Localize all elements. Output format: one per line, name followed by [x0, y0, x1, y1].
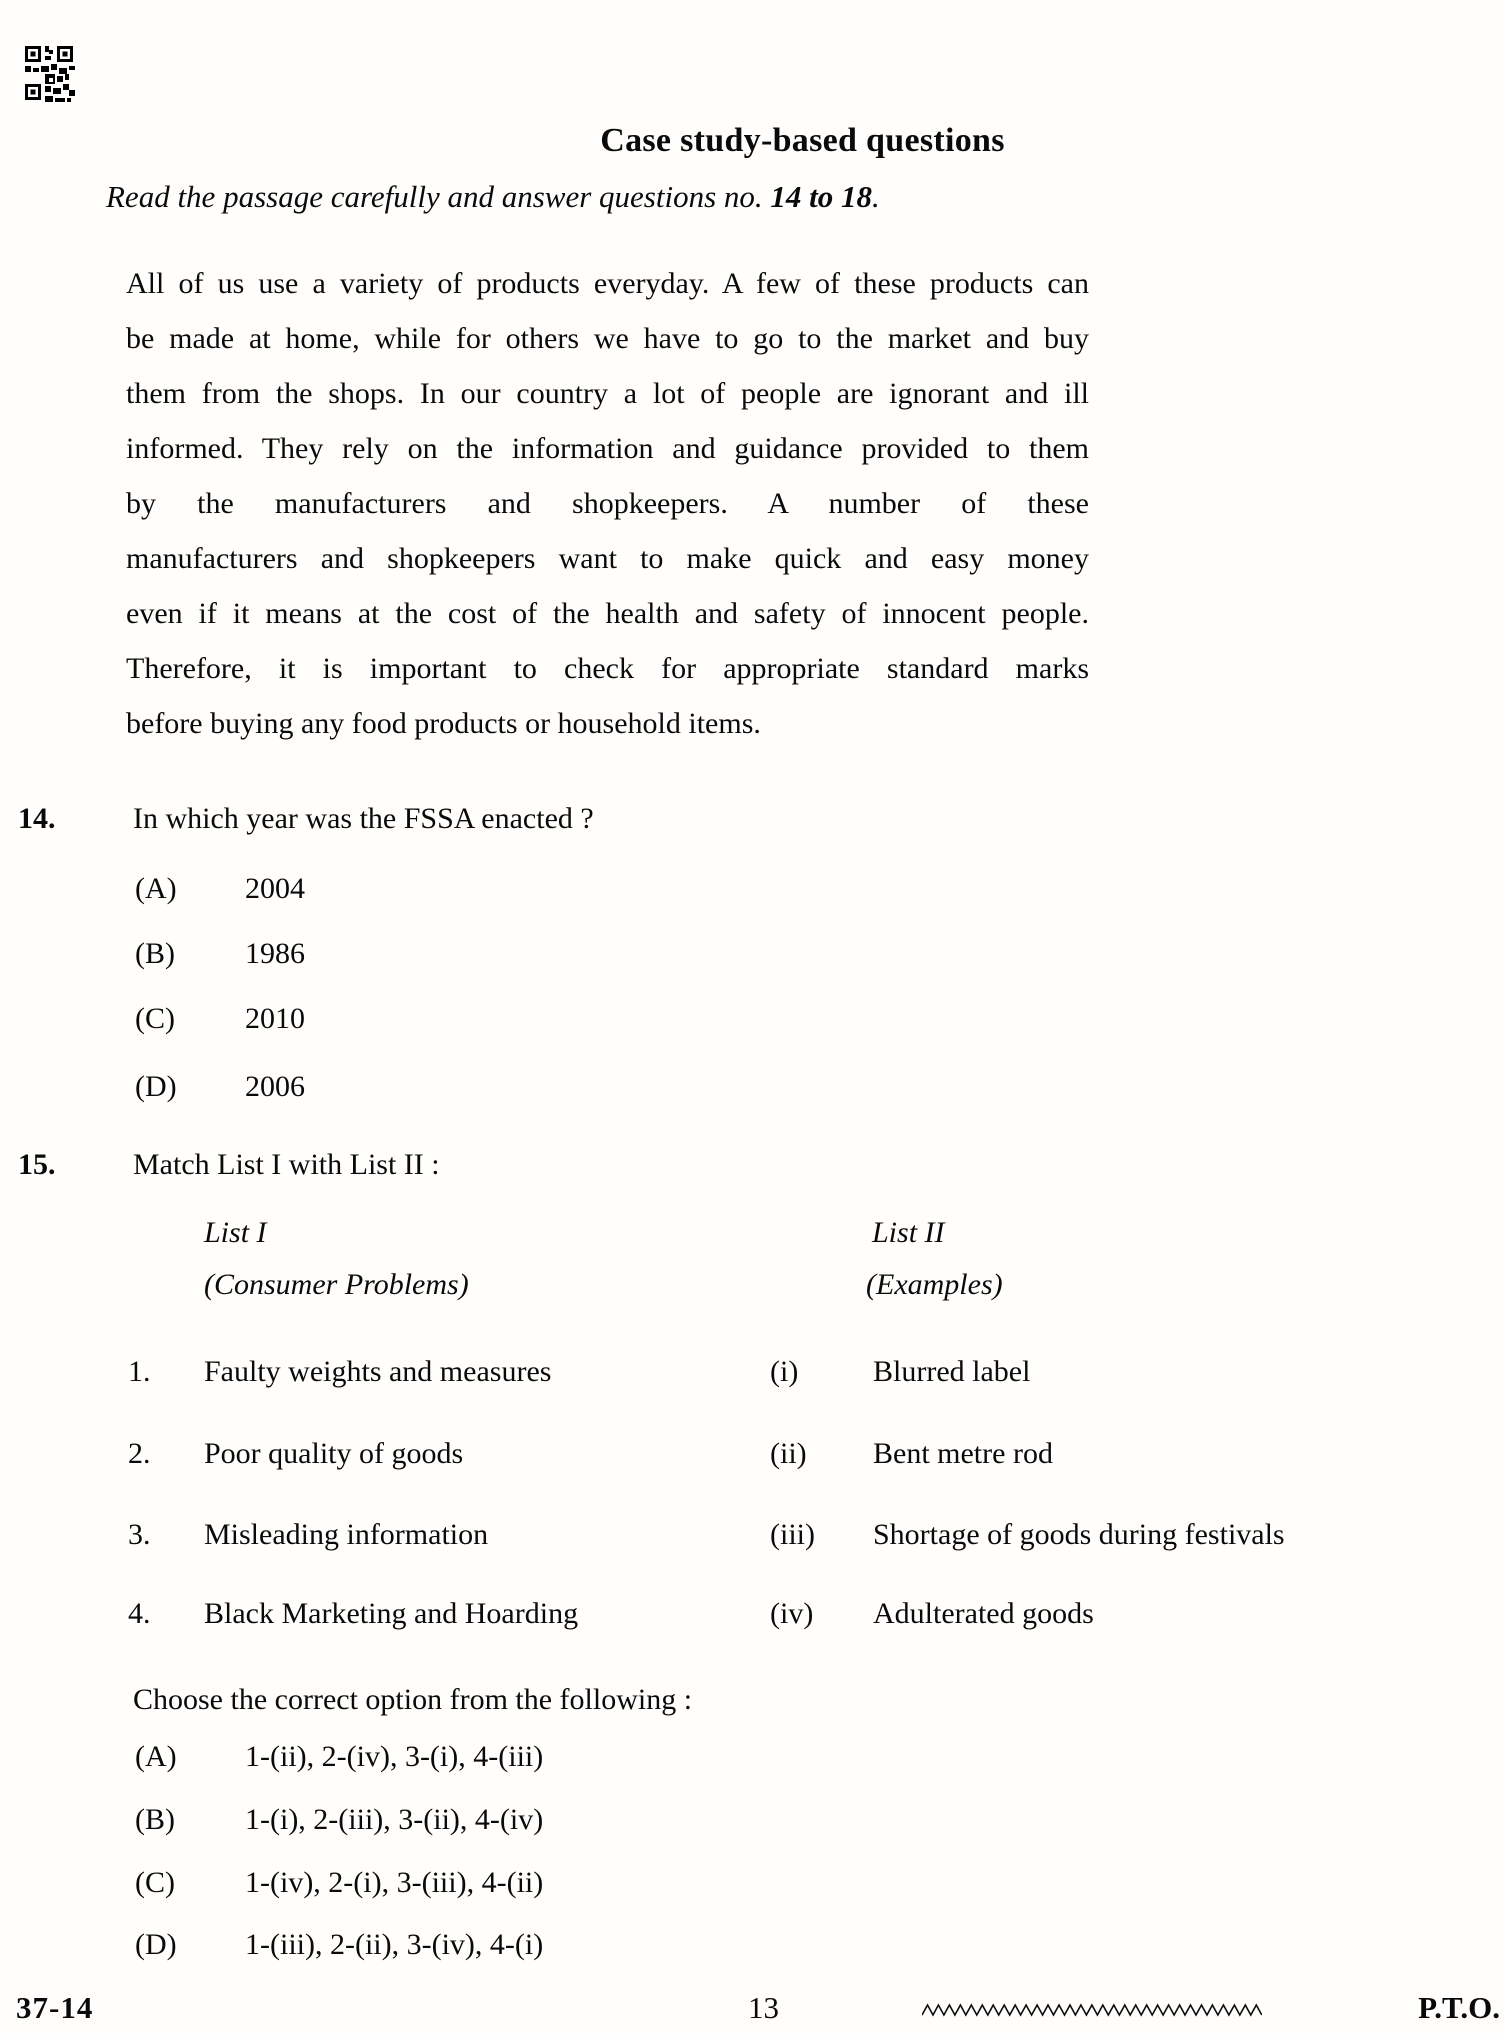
instruction-line	[106, 179, 880, 215]
page-number: 13	[748, 1990, 779, 2025]
match-row-1	[0, 1355, 1505, 1401]
section-title: Case study-based questions	[600, 122, 1005, 159]
option-label: (D)	[135, 1070, 177, 1103]
match-roman-label: (ii)	[770, 1437, 807, 1470]
question-15-number: 15.	[18, 1148, 56, 1181]
consumer-problem: Poor quality of goods	[204, 1437, 464, 1470]
option-label: (B)	[135, 937, 175, 970]
match-roman-label: (iv)	[770, 1597, 814, 1630]
match-row-number: 1.	[128, 1355, 151, 1388]
example-text: Bent metre rod	[873, 1437, 1053, 1470]
question-14	[0, 802, 1505, 848]
option-label: (C)	[135, 1002, 175, 1035]
choose-option-text: Choose the correct option from the following :	[133, 1683, 693, 1716]
option-text: 1-(i), 2-(iii), 3-(ii), 4-(iv)	[245, 1803, 544, 1836]
option-text: 2010	[245, 1002, 305, 1035]
case-study-passage	[126, 256, 1089, 751]
match-row-3	[0, 1518, 1505, 1564]
option-text: 2006	[245, 1070, 305, 1103]
passage-line: manufacturers and shopkeepers want to make quick and easy money	[126, 542, 1089, 575]
option-text: 1-(iii), 2-(ii), 3-(iv), 4-(i)	[245, 1928, 544, 1961]
instruction-question-range: 14 to 18	[770, 179, 873, 214]
passage-line: be made at home, while for others we have to go to the market and buy	[126, 322, 1089, 355]
paper-code: 37-14	[16, 1990, 94, 2025]
example-text: Blurred label	[873, 1355, 1031, 1388]
pto-label: P.T.O.	[1418, 1990, 1500, 2025]
consumer-problem: Misleading information	[204, 1518, 489, 1551]
match-row-number: 4.	[128, 1597, 151, 1630]
question-14-option-a	[0, 872, 1505, 918]
question-14-stem: In which year was the FSSA enacted ?	[133, 802, 594, 835]
list-i-title: List I	[204, 1216, 267, 1249]
option-label: (A)	[135, 872, 177, 905]
question-14-option-b	[0, 937, 1505, 983]
option-text: 1-(ii), 2-(iv), 3-(i), 4-(iii)	[245, 1740, 544, 1773]
list-ii-subtitle: (Examples)	[866, 1268, 1003, 1301]
instruction-prefix: Read the passage carefully and answer questions no.	[106, 179, 771, 214]
instruction-suffix: .	[872, 179, 880, 214]
question-15-option-b	[0, 1803, 1505, 1849]
match-row-2	[0, 1437, 1505, 1483]
list-ii-title: List II	[872, 1216, 945, 1249]
passage-line: informed. They rely on the information and guidance provided to them	[126, 432, 1089, 465]
option-label: (C)	[135, 1866, 175, 1899]
passage-line: before buying any food products or household items.	[126, 707, 761, 740]
passage-line: All of us use a variety of products everyday. A few of these products can	[126, 267, 1089, 300]
option-text: 1-(iv), 2-(i), 3-(iii), 4-(ii)	[245, 1866, 544, 1899]
match-roman-label: (iii)	[770, 1518, 815, 1551]
question-14-option-c	[0, 1002, 1505, 1048]
question-14-option-d	[0, 1070, 1505, 1116]
squiggle-divider	[922, 2002, 1262, 2018]
option-label: (B)	[135, 1803, 175, 1836]
passage-line: them from the shops. In our country a lot of people are ignorant and ill	[126, 377, 1089, 410]
option-text: 2004	[245, 872, 305, 905]
question-15-stem: Match List I with List II :	[133, 1148, 440, 1181]
qr-code-icon	[25, 46, 75, 104]
question-14-number: 14.	[18, 802, 56, 835]
consumer-problem: Black Marketing and Hoarding	[204, 1597, 579, 1630]
list-i-subtitle: (Consumer Problems)	[204, 1268, 469, 1301]
question-15	[0, 1148, 1505, 1194]
match-row-4	[0, 1597, 1505, 1643]
match-roman-label: (i)	[770, 1355, 799, 1388]
consumer-problem: Faulty weights and measures	[204, 1355, 552, 1388]
choose-option-line	[0, 1683, 1505, 1729]
question-15-option-d	[0, 1928, 1505, 1974]
passage-line: Therefore, it is important to check for appropriate standard marks	[126, 652, 1089, 685]
example-text: Adulterated goods	[873, 1597, 1094, 1630]
option-text: 1986	[245, 937, 305, 970]
match-row-number: 3.	[128, 1518, 151, 1551]
example-text: Shortage of goods during festivals	[873, 1518, 1285, 1551]
option-label: (D)	[135, 1928, 177, 1961]
passage-line: by the manufacturers and shopkeepers. A number of these	[126, 487, 1089, 520]
question-15-option-c	[0, 1866, 1505, 1912]
match-row-number: 2.	[128, 1437, 151, 1470]
question-15-option-a	[0, 1740, 1505, 1786]
option-label: (A)	[135, 1740, 177, 1773]
passage-line: even if it means at the cost of the health and safety of innocent people.	[126, 597, 1089, 630]
